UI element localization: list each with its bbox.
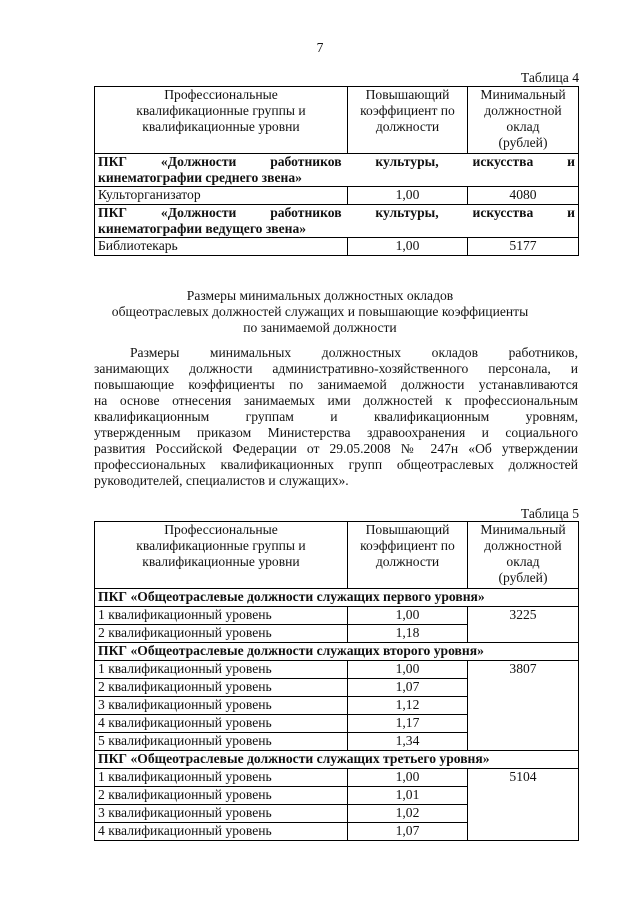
coefficient: 1,00 (348, 661, 468, 679)
paragraph-line: квалификационным группам и квалификационным уровням, (94, 409, 578, 424)
table5-group-title: ПКГ «Общеотраслевые должности служащих второго уровня» (95, 643, 579, 661)
coefficient: 1,07 (348, 679, 468, 697)
header-line: Профессиональные (164, 87, 278, 102)
table5-group-row (95, 643, 579, 661)
level-name: 2 квалификационный уровень (95, 787, 348, 805)
table-row (95, 238, 579, 256)
coefficient: 1,17 (348, 715, 468, 733)
group-title-line1 (98, 154, 575, 170)
position-name: Библиотекарь (95, 238, 348, 256)
header-line: должностной (484, 538, 562, 553)
header-line: Повышающий (365, 87, 450, 102)
heading-line: по занимаемой должности (243, 320, 397, 335)
body-paragraph (94, 345, 578, 489)
header-line: Повышающий (365, 522, 450, 537)
coefficient: 1,00 (348, 769, 468, 787)
salary: 5104 (468, 769, 579, 841)
level-name: 1 квалификационный уровень (95, 769, 348, 787)
header-line: Профессиональные (164, 522, 278, 537)
group-title-line2: кинематографии среднего звена» (98, 170, 302, 185)
level-name: 3 квалификационный уровень (95, 805, 348, 823)
header-line: оклад (506, 554, 540, 569)
coefficient: 1,00 (348, 607, 468, 625)
coefficient: 1,34 (348, 733, 468, 751)
table5-header-row (95, 522, 579, 589)
level-name: 2 квалификационный уровень (95, 679, 348, 697)
coefficient: 1,12 (348, 697, 468, 715)
page-number: 7 (316, 40, 324, 55)
table4-group-row (95, 205, 579, 238)
header-line: (рублей) (498, 135, 548, 150)
coefficient: 1,18 (348, 625, 468, 643)
group-title-line2: кинематографии ведущего звена» (98, 221, 307, 236)
level-name: 1 квалификационный уровень (95, 661, 348, 679)
coefficient: 1,02 (348, 805, 468, 823)
coefficient: 1,01 (348, 787, 468, 805)
table5 (94, 521, 579, 841)
table5-header-salary (468, 522, 579, 589)
header-line: (рублей) (498, 570, 548, 585)
table5-caption: Таблица 5 (520, 506, 579, 521)
heading-line: общеотраслевых должностей служащих и повышающие коэффициенты (111, 304, 529, 319)
table5-header-group (95, 522, 348, 589)
position-name: Культорганизатор (95, 187, 348, 205)
paragraph-line: занимающих должности административно-хозяйственного персонала, и (94, 361, 578, 376)
table4-header-group (95, 87, 348, 154)
coefficient: 1,07 (348, 823, 468, 841)
word: «Должности (160, 205, 237, 220)
word: работников (270, 154, 342, 169)
header-line: Минимальный (480, 87, 566, 102)
level-name: 2 квалификационный уровень (95, 625, 348, 643)
header-line: коэффициент по (360, 103, 455, 118)
level-name: 3 квалификационный уровень (95, 697, 348, 715)
header-line: должности (375, 554, 440, 569)
coefficient: 1,00 (348, 238, 468, 256)
table4-group-row (95, 154, 579, 187)
paragraph-line: руководителей, специалистов и служащих». (94, 473, 349, 488)
table5-header-coef (348, 522, 468, 589)
salary: 5177 (468, 238, 579, 256)
table-row (95, 187, 579, 205)
word: работников (270, 205, 342, 220)
level-name: 4 квалификационный уровень (95, 823, 348, 841)
header-line: квалификационные уровни (142, 554, 300, 569)
word: и (567, 205, 575, 220)
table5-group-title: ПКГ «Общеотраслевые должности служащих первого уровня» (95, 589, 579, 607)
header-line: квалификационные группы и (136, 538, 306, 553)
coefficient: 1,00 (348, 187, 468, 205)
salary: 3225 (468, 607, 579, 643)
paragraph-line: повышающие коэффициенты по занимаемой должности устанавливаются (94, 377, 578, 392)
header-line: квалификационные уровни (142, 119, 300, 134)
word: искусства (472, 205, 534, 220)
word: ПКГ (98, 154, 128, 169)
word: культуры, (375, 154, 439, 169)
table5-group-title: ПКГ «Общеотраслевые должности служащих третьего уровня» (95, 751, 579, 769)
header-line: должности (375, 119, 440, 134)
header-line: коэффициент по (360, 538, 455, 553)
header-line: Минимальный (480, 522, 566, 537)
header-line: должностной (484, 103, 562, 118)
table-row (95, 769, 579, 787)
table5-group-row (95, 589, 579, 607)
header-line: оклад (506, 119, 540, 134)
table4-group-title (95, 154, 579, 187)
table4-header-coef (348, 87, 468, 154)
word: ПКГ (98, 205, 128, 220)
group-title-line1 (98, 205, 575, 221)
table4-group-title (95, 205, 579, 238)
level-name: 4 квалификационный уровень (95, 715, 348, 733)
word: и (567, 154, 575, 169)
heading-line: Размеры минимальных должностных окладов (186, 288, 454, 303)
section-heading (60, 288, 580, 336)
table-row (95, 661, 579, 679)
salary: 4080 (468, 187, 579, 205)
paragraph-line: утвержденным приказом Министерства здравоохранения и социального (94, 425, 578, 440)
salary: 3807 (468, 661, 579, 751)
word: «Должности (160, 154, 237, 169)
table4-caption: Таблица 4 (520, 70, 579, 85)
table4 (94, 86, 579, 256)
level-name: 1 квалификационный уровень (95, 607, 348, 625)
paragraph-line: Размеры минимальных должностных окладов работников, (130, 345, 578, 360)
table5-group-row (95, 751, 579, 769)
paragraph-line: на основе отнесения занимаемых ими должностей к профессиональным (94, 393, 578, 408)
table-row (95, 607, 579, 625)
word: искусства (472, 154, 534, 169)
level-name: 5 квалификационный уровень (95, 733, 348, 751)
table4-header-salary (468, 87, 579, 154)
header-line: квалификационные группы и (136, 103, 306, 118)
paragraph-line: развития Российской Федерации от 29.05.2008 № 247н «Об утверждении (94, 441, 578, 456)
table4-header-row (95, 87, 579, 154)
paragraph-line: профессиональных квалификационных групп общеотраслевых должностей (94, 457, 578, 472)
word: культуры, (375, 205, 439, 220)
